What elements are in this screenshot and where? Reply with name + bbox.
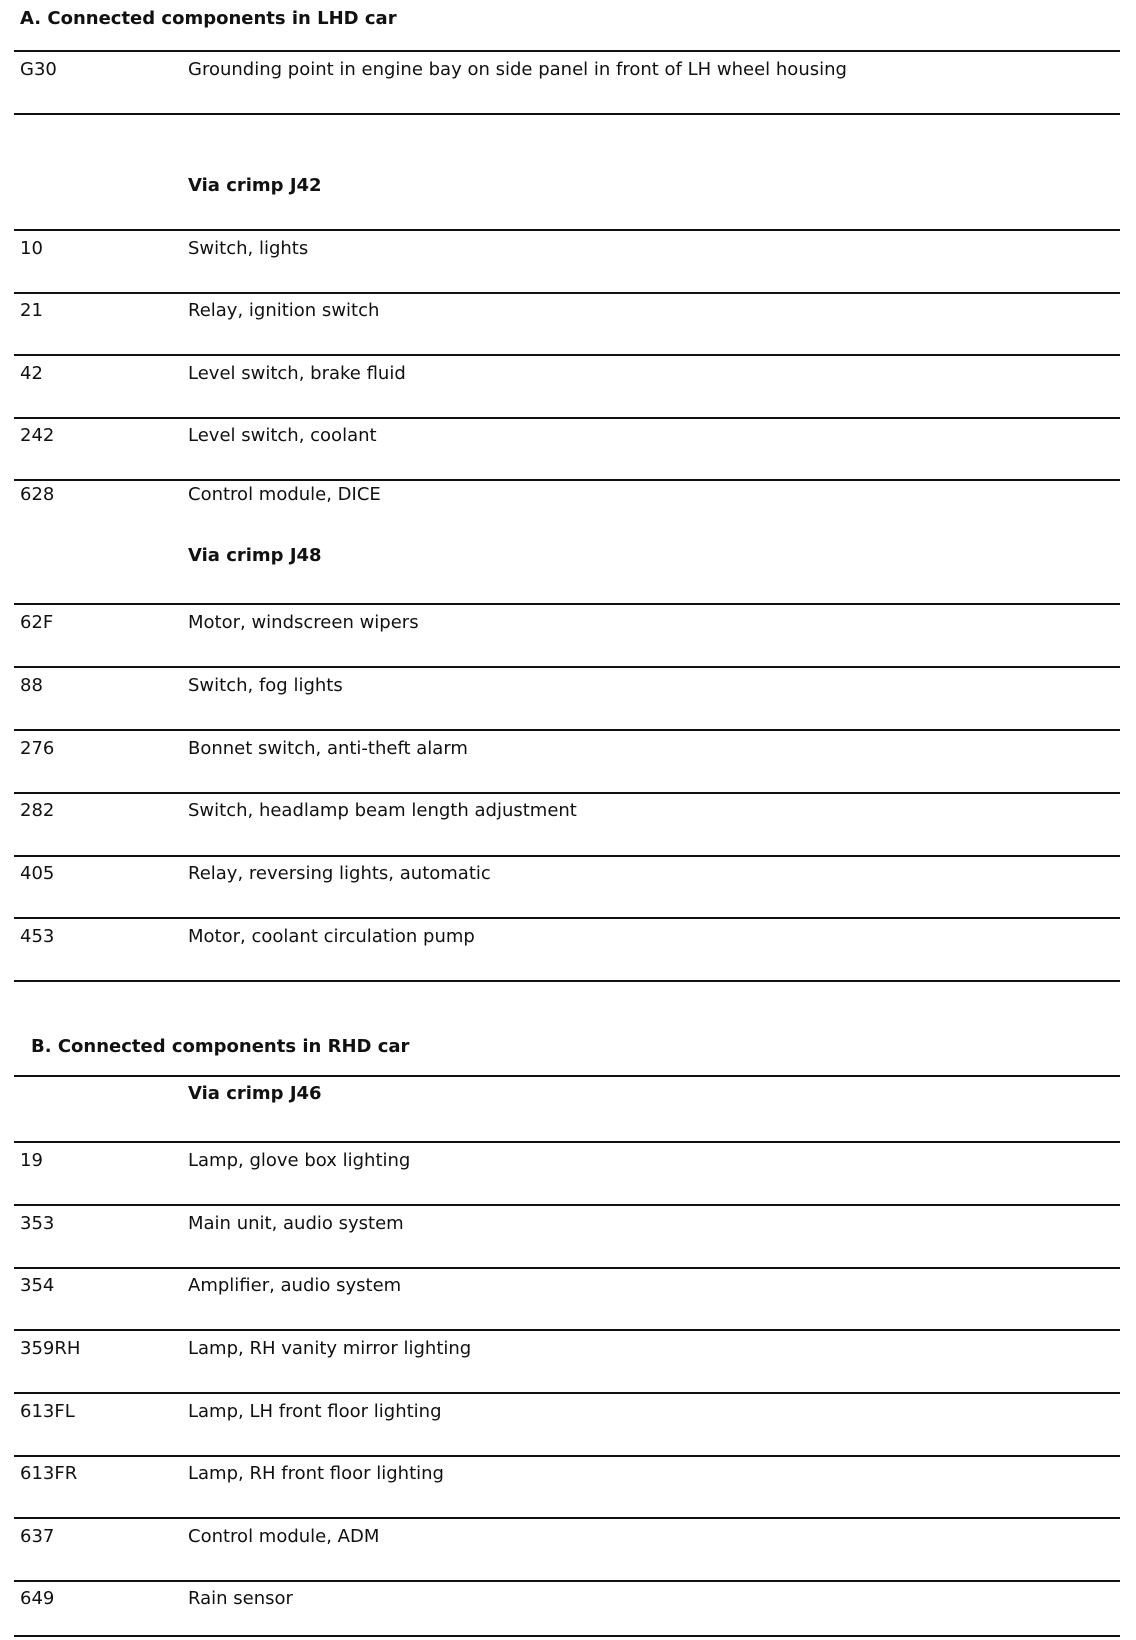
table-rule [14,729,1120,731]
component-description: Main unit, audio system [188,1213,404,1234]
component-code: 637 [20,1526,55,1547]
table-rule [14,666,1120,668]
component-code: 405 [20,863,55,884]
component-code: 88 [20,675,43,696]
table-rule [14,1580,1120,1582]
component-code: 42 [20,363,43,384]
component-description: Switch, fog lights [188,675,343,696]
component-description: Bonnet switch, anti-theft alarm [188,738,468,759]
crimp-heading-j42: Via crimp J42 [188,175,322,196]
component-description: Grounding point in engine bay on side panel in front of LH wheel housing [188,59,847,80]
component-description: Lamp, LH front floor lighting [188,1401,442,1422]
component-code: G30 [20,59,57,80]
component-description: Relay, ignition switch [188,300,380,321]
table-rule [14,50,1120,52]
table-rule [14,1392,1120,1394]
table-rule [14,113,1120,115]
table-rule [14,417,1120,419]
table-rule [14,1329,1120,1331]
component-description: Control module, DICE [188,484,381,505]
component-code: 354 [20,1275,55,1296]
table-rule [14,1635,1120,1637]
component-code: 359RH [20,1338,81,1359]
table-rule [14,1517,1120,1519]
crimp-heading-j48: Via crimp J48 [188,545,322,566]
component-code: 353 [20,1213,55,1234]
table-rule [14,292,1120,294]
component-description: Motor, windscreen wipers [188,612,419,633]
component-description: Lamp, RH front floor lighting [188,1463,444,1484]
component-description: Level switch, coolant [188,425,377,446]
table-rule [14,229,1120,231]
component-code: 649 [20,1588,55,1609]
table-rule [14,855,1120,857]
table-rule [14,354,1120,356]
table-rule [14,980,1120,982]
component-description: Motor, coolant circulation pump [188,926,475,947]
component-code: 282 [20,800,55,821]
component-description: Rain sensor [188,1588,293,1609]
table-rule [14,1141,1120,1143]
component-code: 613FR [20,1463,78,1484]
component-description: Level switch, brake fluid [188,363,406,384]
component-description: Lamp, RH vanity mirror lighting [188,1338,472,1359]
section-b-title: B. Connected components in RHD car [31,1036,410,1057]
table-rule [14,1267,1120,1269]
table-rule [14,603,1120,605]
component-code: 453 [20,926,55,947]
component-code: 19 [20,1150,43,1171]
component-code: 613FL [20,1401,75,1422]
component-description: Relay, reversing lights, automatic [188,863,491,884]
table-rule [14,1204,1120,1206]
component-description: Amplifier, audio system [188,1275,402,1296]
table-rule [14,479,1120,481]
table-rule [14,917,1120,919]
component-description: Switch, lights [188,238,309,259]
component-code: 276 [20,738,55,759]
component-description: Lamp, glove box lighting [188,1150,411,1171]
component-code: 242 [20,425,55,446]
table-rule [14,1075,1120,1077]
component-description: Switch, headlamp beam length adjustment [188,800,577,821]
component-description: Control module, ADM [188,1526,380,1547]
component-code: 21 [20,300,43,321]
table-rule [14,792,1120,794]
component-code: 628 [20,484,55,505]
component-code: 10 [20,238,43,259]
crimp-heading-j46: Via crimp J46 [188,1083,322,1104]
table-rule [14,1455,1120,1457]
section-a-title: A. Connected components in LHD car [20,8,397,29]
component-code: 62F [20,612,54,633]
